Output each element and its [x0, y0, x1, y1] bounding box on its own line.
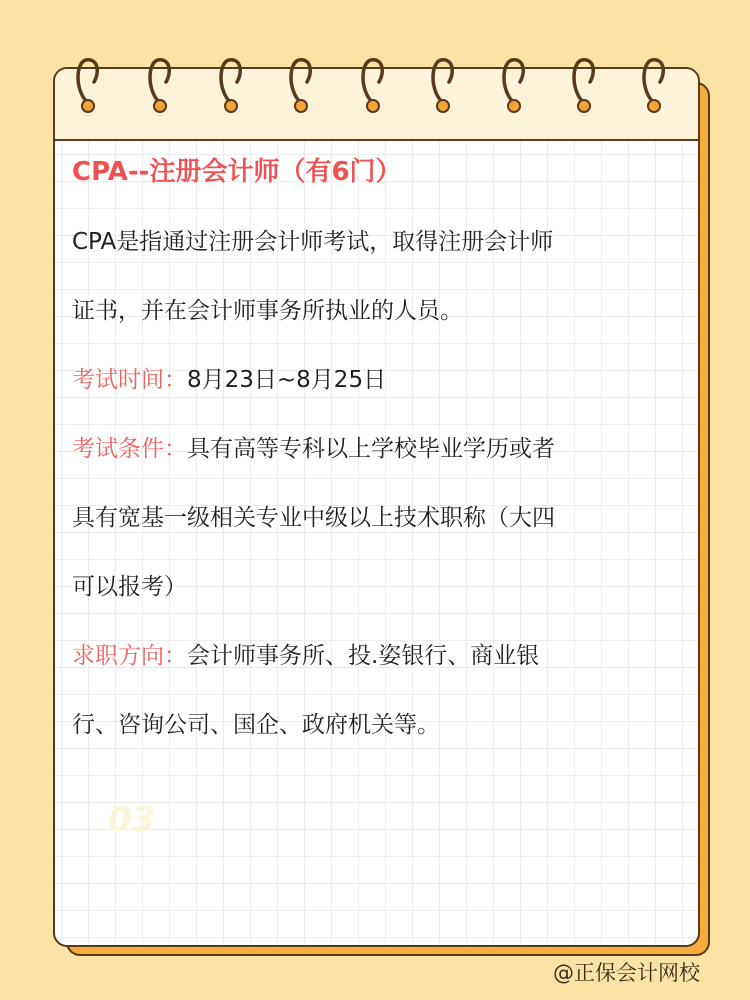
- exam-conditions-label: 考试条件：: [72, 436, 187, 462]
- career-row: [72, 622, 672, 691]
- page-number: 03: [108, 800, 156, 840]
- footer-credit: @正保会计网校: [553, 961, 700, 985]
- notebook-binding-strip: [55, 69, 698, 141]
- exam-time-row: [72, 346, 672, 415]
- exam-conditions-line-2: 具有宽基一级相关专业中级以上技术职称（大四: [72, 505, 555, 531]
- exam-conditions-row: [72, 415, 672, 484]
- exam-time-value: 8月23日~8月25日: [187, 367, 387, 393]
- card-title: CPA--注册会计师（有6门）: [72, 157, 402, 187]
- exam-time-label: 考试时间：: [72, 367, 187, 393]
- exam-conditions-line-1: 具有高等专科以上学校毕业学历或者: [187, 436, 555, 462]
- intro-line-2: 证书，并在会计师事务所执业的人员。: [72, 298, 463, 324]
- exam-conditions-line-3: 可以报考）: [72, 574, 187, 600]
- career-line-1: 会计师事务所、投.姿银行、商业银: [187, 643, 540, 669]
- intro-line-1: CPA是指通过注册会计师考试，取得注册会计师: [72, 229, 554, 255]
- career-line-2: 行、咨询公司、国企、政府机关等。: [72, 712, 440, 738]
- card-content: [72, 146, 672, 760]
- career-label: 求职方向：: [72, 643, 187, 669]
